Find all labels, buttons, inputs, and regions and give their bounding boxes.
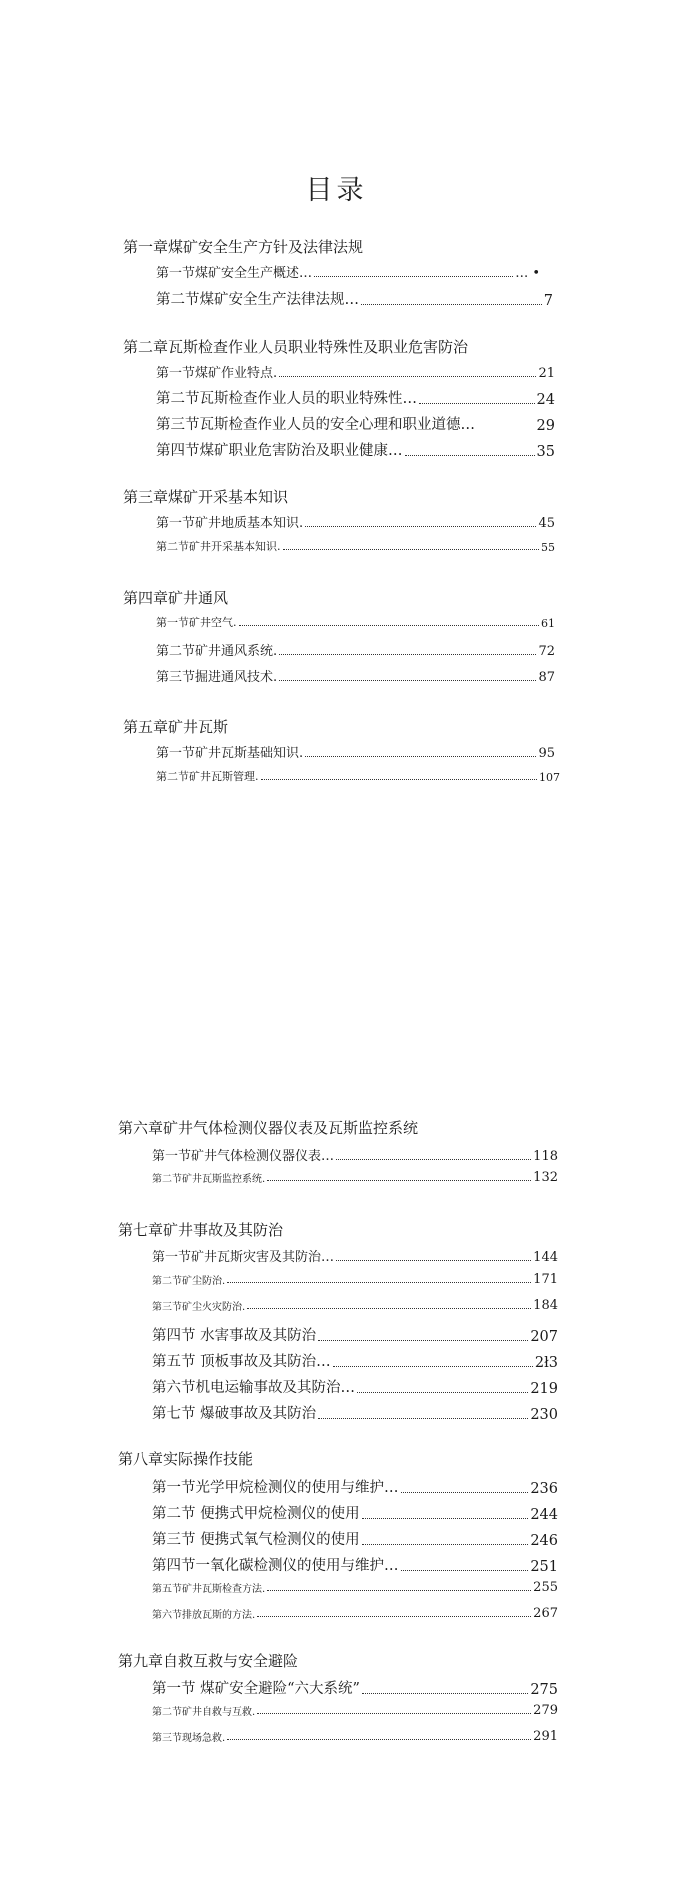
toc-entry[interactable] — [152, 1554, 558, 1575]
toc-entry-label: 第二节矿井开采基本知识. — [156, 540, 281, 553]
toc-entry-page: 184 — [533, 1298, 558, 1313]
toc-entry-page: 2ł3 — [534, 1355, 558, 1371]
toc-entry[interactable] — [152, 1606, 558, 1621]
toc-entry-page: 236 — [530, 1481, 558, 1497]
toc-entry-page: 29 — [536, 418, 555, 434]
dot-leader — [401, 1570, 529, 1571]
toc-entry-label: 第二节矿井自救与互救. — [152, 1707, 256, 1718]
toc-entry-page: 24 — [536, 392, 555, 408]
dot-leader — [405, 455, 535, 456]
toc-entry-page: 87 — [538, 670, 555, 685]
toc-entry-label: 第五节 顶板事故及其防治… — [152, 1354, 331, 1370]
toc-entry[interactable] — [156, 768, 560, 784]
dot-leader — [357, 1392, 528, 1393]
dot-leader — [279, 680, 536, 681]
chapter-3-title: 第三章煤矿开采基本知识 — [123, 488, 289, 506]
chapter-8-title: 第八章实际操作技能 — [118, 1450, 254, 1468]
toc-entry-label: 第六节机电运输事故及其防治… — [152, 1380, 355, 1396]
toc-entry-label: 第六节排放瓦斯的方法. — [152, 1610, 256, 1621]
toc-entry-page: 55 — [541, 541, 555, 554]
toc-entry[interactable] — [156, 387, 555, 408]
toc-entry-page: 246 — [530, 1533, 558, 1549]
toc-entry[interactable] — [156, 413, 555, 434]
toc-entry[interactable] — [156, 439, 555, 460]
dot-leader — [419, 403, 535, 404]
toc-entry-label: 第一节矿井空气. — [156, 616, 237, 629]
toc-entry-label: 第二节矿井瓦斯管理. — [156, 770, 259, 783]
toc-entry-label: 第二节煤矿安全生产法律法规… — [156, 292, 359, 308]
toc-entry[interactable] — [152, 1350, 558, 1371]
toc-entry-page: 219 — [530, 1381, 558, 1397]
dot-leader — [333, 1366, 533, 1367]
toc-entry-page: 291 — [533, 1729, 558, 1744]
chapter-4-title: 第四章矿井通风 — [123, 589, 229, 607]
toc-entry[interactable] — [152, 1376, 558, 1397]
chapter-5-title: 第五章矿井瓦斯 — [123, 718, 229, 736]
toc-entry[interactable] — [152, 1528, 558, 1549]
toc-entry-page: 72 — [538, 644, 555, 659]
toc-entry[interactable] — [152, 1145, 558, 1164]
chapter-6-title: 第六章矿井气体检测仪器仪表及瓦斯监控系统 — [118, 1119, 419, 1137]
chapter-9-title: 第九章自救互救与安全避险 — [118, 1652, 299, 1670]
dot-leader — [318, 1418, 528, 1419]
toc-entry-page: 171 — [533, 1272, 558, 1287]
toc-entry-label: 第三节瓦斯检查作业人员的安全心理和职业道德… — [156, 417, 475, 433]
toc-entry[interactable] — [152, 1324, 558, 1345]
dot-leader — [362, 1544, 529, 1545]
dot-leader — [362, 1693, 528, 1694]
toc-entry-label: 第三节现场急救. — [152, 1733, 226, 1744]
dot-leader — [361, 304, 542, 305]
toc-entry-page: 279 — [533, 1703, 558, 1718]
toc-entry-page: 251 — [530, 1559, 558, 1575]
toc-entry-label: 第五节矿井瓦斯检查方法. — [152, 1584, 266, 1595]
toc-entry[interactable] — [156, 640, 555, 659]
toc-entry-page: 144 — [533, 1250, 558, 1265]
toc-entry-page: 275 — [530, 1682, 558, 1698]
dot-leader — [257, 1713, 531, 1714]
toc-entry[interactable] — [152, 1677, 558, 1698]
toc-entry-page: 21 — [538, 366, 555, 381]
toc-entry-label: 第一节矿井瓦斯基础知识. — [156, 746, 304, 761]
dot-leader — [279, 376, 536, 377]
dot-leader — [227, 1282, 531, 1283]
toc-entry-label: 第一节矿井瓦斯灾害及其防治… — [152, 1250, 335, 1265]
toc-entry[interactable] — [152, 1170, 558, 1185]
toc-entry-label: 第二节瓦斯检查作业人员的职业特殊性… — [156, 391, 417, 407]
dot-leader — [247, 1308, 531, 1309]
dot-leader — [267, 1180, 531, 1181]
toc-entry[interactable] — [152, 1703, 558, 1718]
toc-entry[interactable] — [156, 538, 555, 554]
page-title: 目录 — [305, 175, 368, 206]
toc-entry-page: 207 — [530, 1329, 558, 1345]
toc-entry-page: 267 — [533, 1606, 558, 1621]
toc-entry-label: 第七节 爆破事故及其防治 — [152, 1406, 317, 1422]
toc-entry-label: 第四节煤矿职业危害防治及职业健康… — [156, 443, 403, 459]
dot-leader — [318, 1340, 528, 1341]
toc-entry-label: 第一节煤矿安全生产概述… — [156, 266, 313, 281]
toc-entry[interactable] — [156, 512, 555, 531]
toc-entry-label: 第二节矿尘防治. — [152, 1276, 226, 1287]
dot-leader — [305, 756, 536, 757]
toc-entry[interactable] — [156, 742, 555, 761]
dot-leader — [362, 1518, 529, 1519]
toc-entry-label: 第二节矿井通风系统. — [156, 644, 278, 659]
toc-entry-page: 35 — [536, 444, 555, 460]
dot-leader — [267, 1590, 531, 1591]
toc-entry-label: 第一节光学甲烷检测仪的使用与维护… — [152, 1480, 399, 1496]
dot-leader — [305, 526, 536, 527]
toc-entry[interactable] — [152, 1729, 558, 1744]
toc-entry-label: 第一节矿井地质基本知识. — [156, 516, 304, 531]
toc-entry[interactable] — [152, 1476, 558, 1497]
dot-leader — [314, 276, 513, 277]
dot-leader — [257, 1616, 531, 1617]
toc-entry[interactable] — [152, 1272, 558, 1287]
toc-entry-page: … • — [515, 266, 540, 281]
toc-entry[interactable] — [152, 1580, 558, 1595]
dot-leader — [261, 779, 538, 780]
toc-entry-label: 第二节矿井瓦斯监控系统. — [152, 1174, 266, 1185]
toc-entry-label: 第三节掘进通风技术. — [156, 670, 278, 685]
toc-entry-label: 第二节 便携式甲烷检测仪的使用 — [152, 1506, 360, 1522]
toc-entry[interactable] — [156, 614, 555, 630]
toc-entry[interactable] — [152, 1298, 558, 1313]
toc-entry-page: 230 — [530, 1407, 558, 1423]
toc-entry-page: 107 — [539, 771, 560, 784]
chapter-7-title: 第七章矿井事故及其防治 — [118, 1221, 284, 1239]
toc-entry[interactable] — [156, 262, 540, 281]
toc-entry-label: 第三节 便携式氧气检测仪的使用 — [152, 1532, 360, 1548]
chapter-1-title: 第一章煤矿安全生产方针及法律法规 — [123, 238, 364, 256]
toc-entry-page: 7 — [543, 293, 553, 309]
toc-entry-label: 第三节矿尘火灾防治. — [152, 1302, 246, 1313]
toc-entry-label: 第四节一氧化碳检测仪的使用与维护… — [152, 1558, 399, 1574]
toc-entry-page: 61 — [541, 617, 555, 630]
toc-entry-page: 45 — [538, 516, 555, 531]
dot-leader — [279, 654, 536, 655]
toc-entry-page: 244 — [530, 1507, 558, 1523]
chapter-2-title: 第二章瓦斯检查作业人员职业特殊性及职业危害防治 — [123, 338, 469, 356]
dot-leader — [283, 549, 540, 550]
dot-leader — [227, 1739, 531, 1740]
toc-entry[interactable] — [156, 362, 555, 381]
toc-entry[interactable] — [152, 1502, 558, 1523]
toc-entry[interactable] — [156, 288, 553, 309]
dot-leader — [401, 1492, 529, 1493]
toc-entry-page: 132 — [533, 1170, 558, 1185]
toc-entry[interactable] — [156, 666, 555, 685]
dot-leader — [336, 1260, 531, 1261]
toc-entry-page: 255 — [533, 1580, 558, 1595]
dot-leader — [336, 1159, 531, 1160]
toc-entry[interactable] — [152, 1246, 558, 1265]
toc-entry-label: 第一节 煤矿安全避险“六大系统” — [152, 1681, 360, 1697]
toc-entry-label: 第一节煤矿作业特点. — [156, 366, 278, 381]
toc-entry[interactable] — [152, 1402, 558, 1423]
toc-entry-label: 第一节矿井气体检测仪器仪表… — [152, 1149, 335, 1164]
toc-entry-page: 95 — [538, 746, 555, 761]
dot-leader — [239, 625, 540, 626]
toc-entry-page: 118 — [533, 1149, 558, 1164]
toc-entry-label: 第四节 水害事故及其防治 — [152, 1328, 317, 1344]
